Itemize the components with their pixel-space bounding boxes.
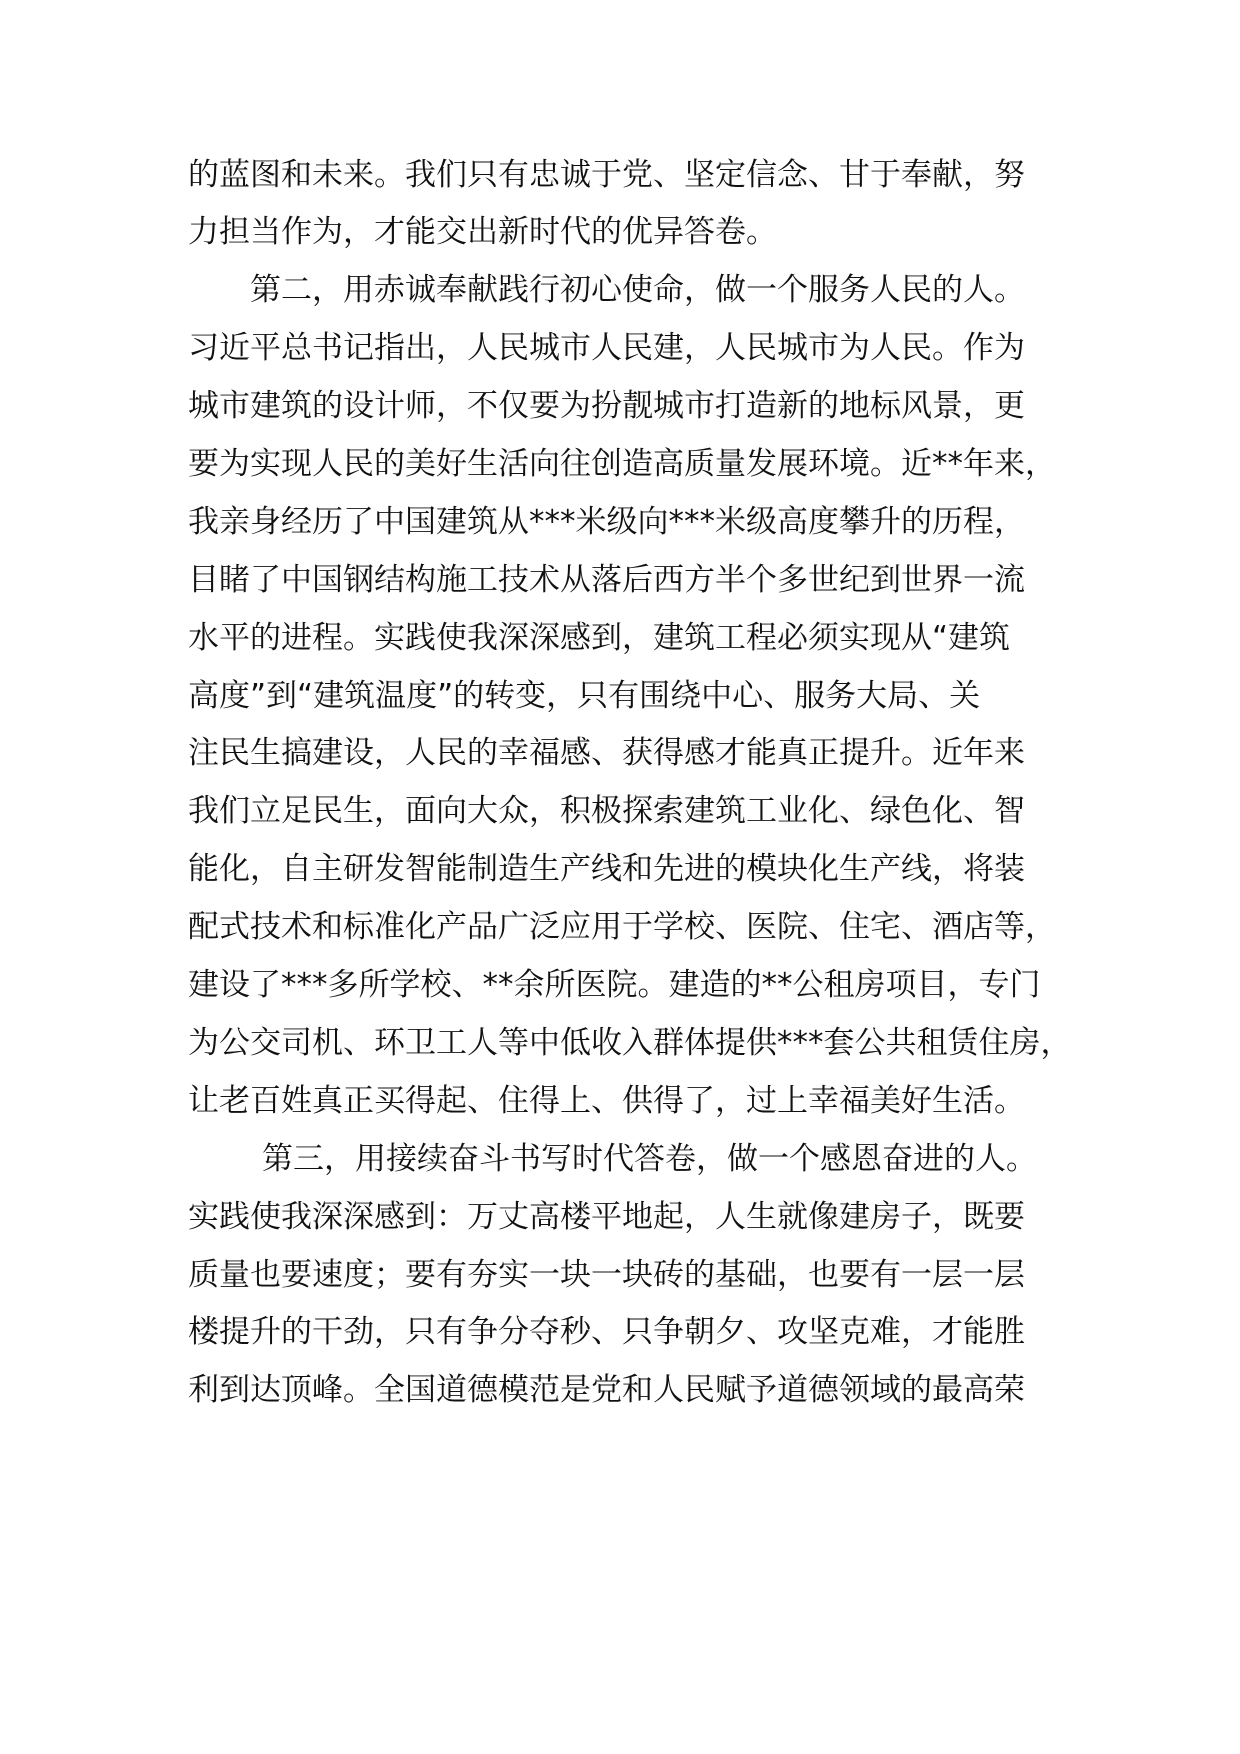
text-line-13: 能化，自主研发智能制造生产线和先进的模块化生产线，将装 <box>188 851 1025 887</box>
text-line-4: 习近平总书记指出，人民城市人民建，人民城市为人民。作为 <box>188 330 1025 366</box>
text-line-16: 为公交司机、环卫工人等中低收入群体提供***套公共租赁住房， <box>188 1025 1072 1061</box>
text-line-11: 注民生搞建设，人民的幸福感、获得感才能真正提升。近年来 <box>188 735 1025 771</box>
paragraph-heading-third: 第三，用接续奋斗书写时代答卷，做一个感恩奋进的人。 <box>262 1141 1037 1177</box>
text-line-20: 质量也要速度；要有夯实一块一块砖的基础，也要有一层一层 <box>188 1257 1025 1293</box>
text-line-21: 楼提升的干劲，只有争分夺秒、只争朝夕、攻坚克难，才能胜 <box>188 1314 1025 1350</box>
text-line-19: 实践使我深深感到：万丈高楼平地起，人生就像建房子，既要 <box>188 1199 1025 1235</box>
text-line-15: 建设了***多所学校、**余所医院。建造的**公租房项目，专门 <box>188 967 1041 1003</box>
text-line-7: 我亲身经历了中国建筑从***米级向***米级高度攀升的历程， <box>188 504 1025 540</box>
text-line-22: 利到达顶峰。全国道德模范是党和人民赋予道德领域的最高荣 <box>188 1372 1025 1408</box>
text-line-2: 力担当作为，才能交出新时代的优异答卷。 <box>188 214 777 250</box>
text-line-5: 城市建筑的设计师，不仅要为扮靓城市打造新的地标风景，更 <box>188 388 1025 424</box>
text-line-14: 配式技术和标准化产品广泛应用于学校、医院、住宅、酒店等， <box>188 909 1056 945</box>
text-line-1: 的蓝图和未来。我们只有忠诚于党、坚定信念、甘于奉献，努 <box>188 157 1025 193</box>
text-line-17: 让老百姓真正买得起、住得上、供得了，过上幸福美好生活。 <box>188 1083 1025 1119</box>
text-line-9: 水平的进程。实践使我深深感到，建筑工程必须实现从“建筑 <box>188 620 1011 656</box>
text-line-6: 要为实现人民的美好生活向往创造高质量发展环境。近**年来， <box>188 446 1056 482</box>
text-line-12: 我们立足民生，面向大众，积极探索建筑工业化、绿色化、智 <box>188 793 1025 829</box>
text-line-10: 高度”到“建筑温度”的转变，只有围绕中心、服务大局、关 <box>188 678 981 714</box>
paragraph-heading-second: 第二，用赤诚奉献践行初心使命，做一个服务人民的人。 <box>250 272 1025 308</box>
text-line-8: 目睹了中国钢结构施工技术从落后西方半个多世纪到世界一流 <box>188 562 1025 598</box>
